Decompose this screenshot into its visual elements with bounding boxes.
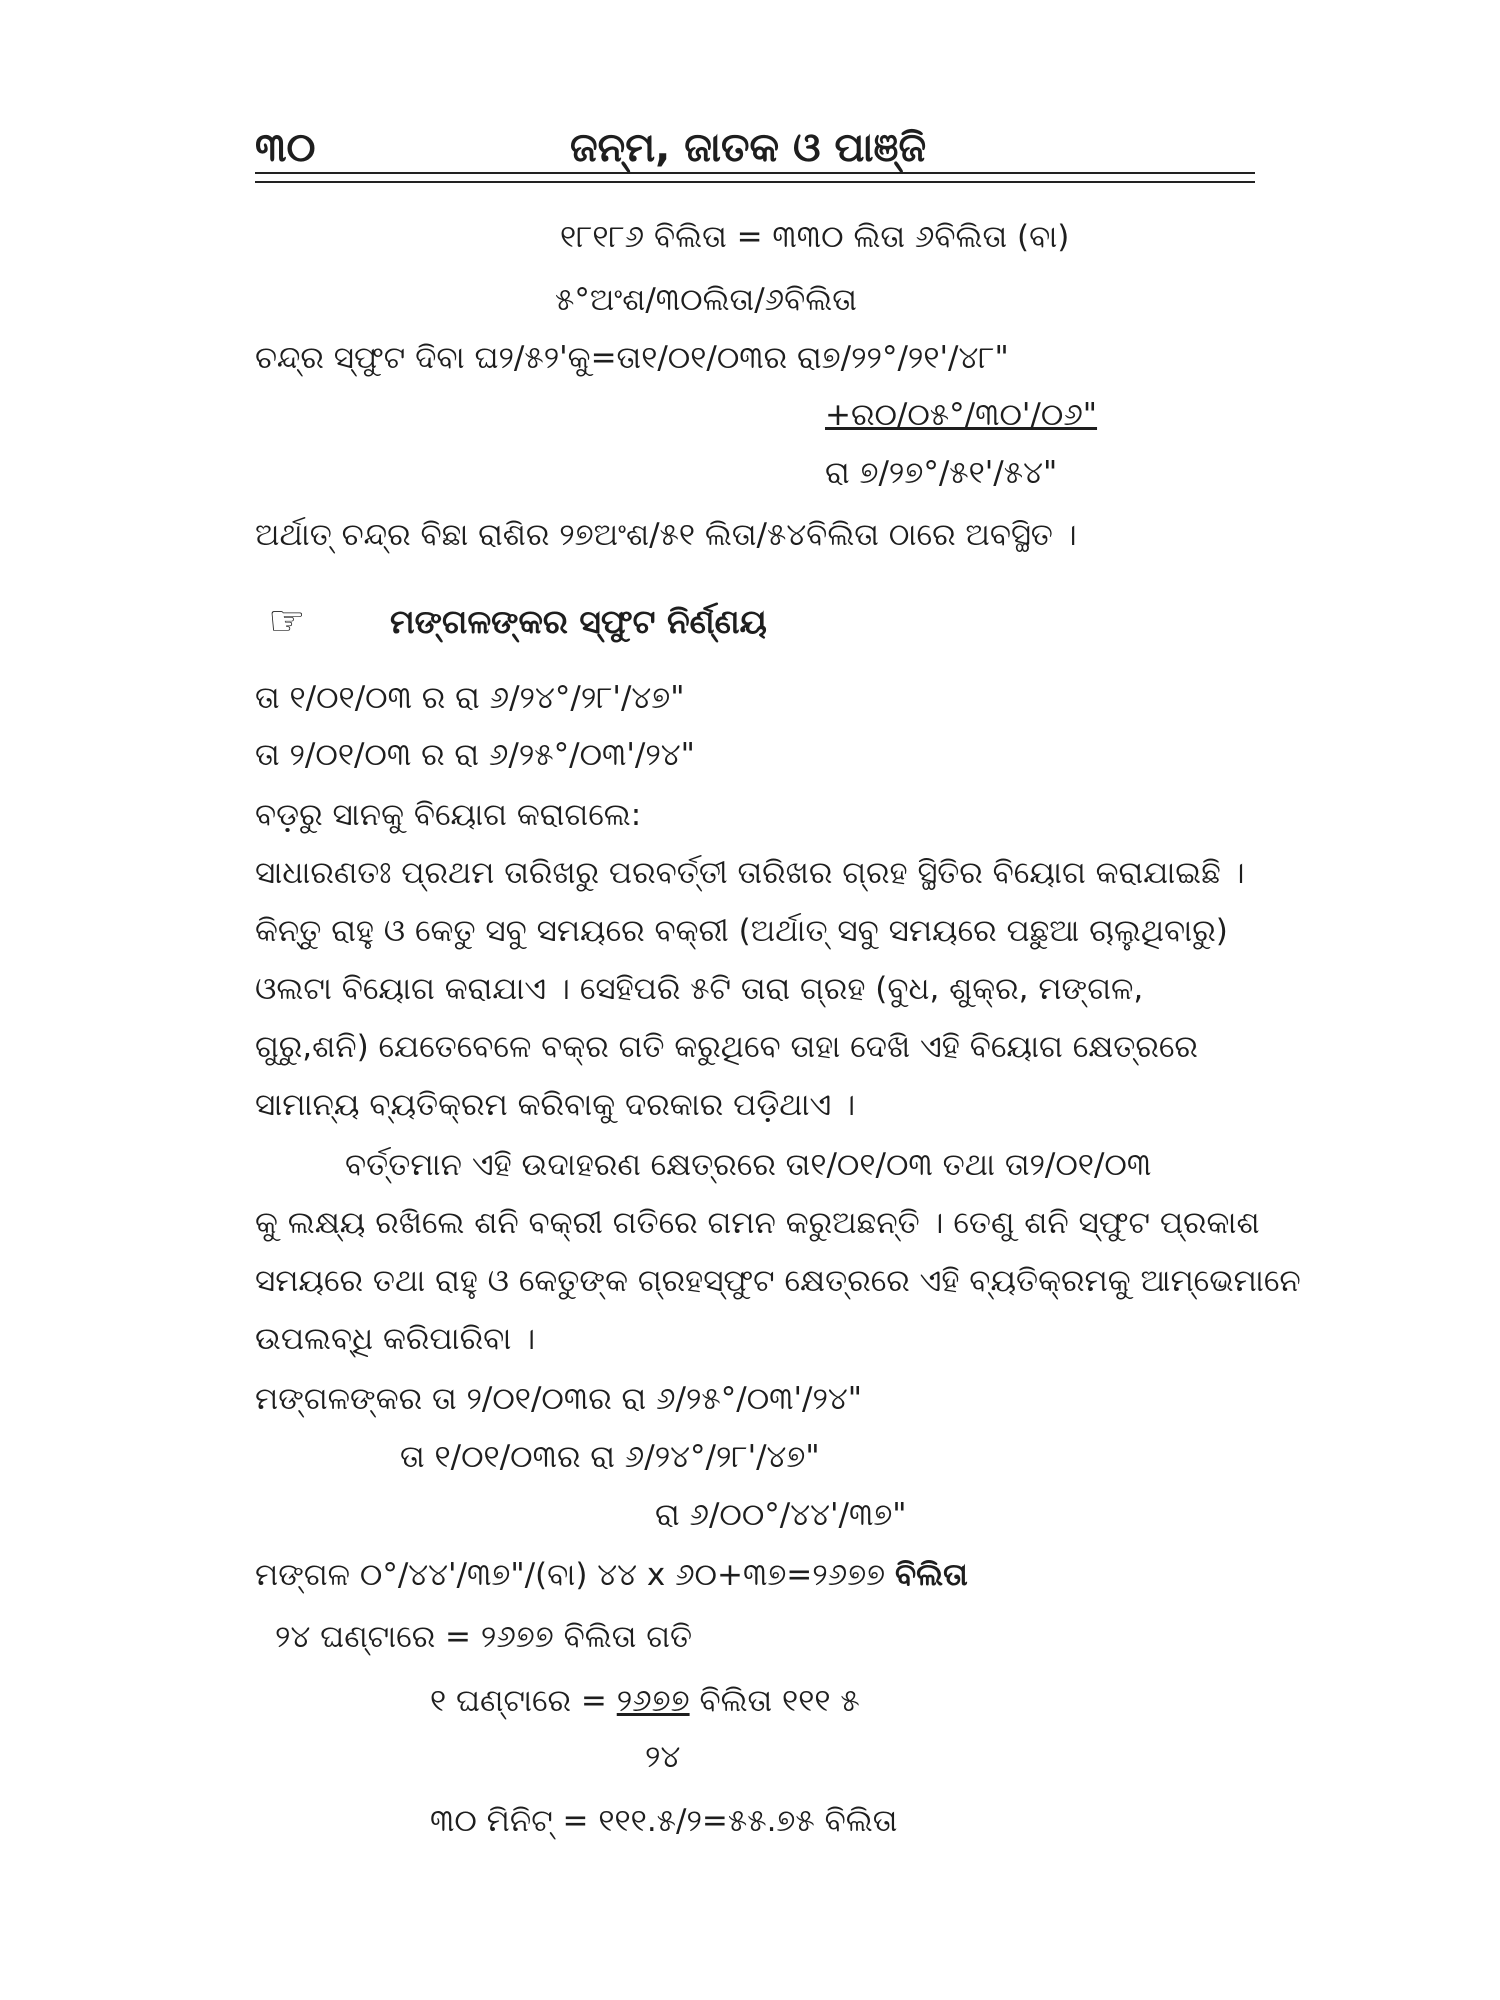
bilita-unit: ବିଲିତା [895, 1557, 968, 1593]
mars-calc-line-4 [255, 1557, 968, 1593]
para1-line-1: ସାଧାରଣତଃ ପ୍ରଥମ ତାରିଖରୁ ପରବର୍ତ୍ତୀ ତାରିଖର ଗ୍ରହ ସ୍ଥିତିର ବିୟୋଗ କରାଯାଇଛି । [255, 855, 1245, 891]
calc-line-2: ୫°ଅଂଶ/୩୦ଲିତା/୬ବିଲିତା [555, 282, 857, 318]
para2-line-2: କୁ ଲକ୍ଷ୍ୟ ରଖିଲେ ଶନି ବକ୍ରୀ ଗତିରେ ଗମନ କରୁଅଛନ୍ତି । ତେଣୁ ଶନି ସ୍ଫୁଟ ପ୍ରକାଶ [255, 1205, 1260, 1241]
calc-line-1: ୧୮୧୮୬ ବିଲିତା = ୩୩୦ ଲିତା ୬ବିଲିତା (ବା) [560, 219, 1070, 255]
para2-line-3: ସମୟରେ ତଥା ରାହୁ ଓ କେତୁଙ୍କ ଗ୍ରହସ୍ଫୁଟ କ୍ଷେତ୍ରରେ ଏହି ବ୍ୟତିକ୍ରମକୁ ଆମ୍ଭେମାନେ [255, 1263, 1301, 1299]
addition-line: +ର୦/୦୫°/୩୦'/୦୬" [825, 397, 1098, 433]
thirty-minute-line: ୩୦ ମିନିଟ୍ = ୧୧୧.୫/୨=୫୫.୭୫ ବିଲିତା [430, 1803, 898, 1839]
result-line: ରା ୭/୨୭°/୫୧'/୫୪" [825, 455, 1058, 491]
header-rule-top [255, 172, 1255, 174]
mars-calc-line-1: ମଙ୍ଗଳଙ୍କର ତା ୨/୦୧/୦୩ର ରା ୬/୨୫°/୦୩'/୨୪" [255, 1381, 863, 1417]
para1-line-3: ଓଲଟା ବିୟୋଗ କରାଯାଏ । ସେହିପରି ୫ଟି ତାରା ଗ୍ରହ (ବୁଧ, ଶୁକ୍ର, ମଙ୍ଗଳ, [255, 971, 1144, 1007]
para2-line-4: ଉପଲବ୍ଧି କରିପାରିବା । [255, 1321, 536, 1357]
pointing-hand-icon: ☞ [268, 596, 306, 645]
para1-line-5: ସାମାନ୍ୟ ବ୍ୟତିକ୍ରମ କରିବାକୁ ଦରକାର ପଡ଼ିଥାଏ । [255, 1087, 856, 1123]
subtraction-lead: ବଡ଼ରୁ ସାନକୁ ବିୟୋଗ କରାଗଲେ: [255, 797, 642, 833]
hourly-1-lead: ୧ ଘଣ୍ଟାରେ = [430, 1683, 617, 1719]
para1-line-4: ଗୁରୁ,ଶନି) ଯେତେବେଳେ ବକ୍ର ଗତି କରୁଥିବେ ତାହା ଦେଖି ଏହି ବିୟୋଗ କ୍ଷେତ୍ରରେ [255, 1029, 1198, 1065]
mars-calc-result: ରା ୬/୦୦°/୪୪'/୩୭" [655, 1497, 907, 1533]
para1-line-2: କିନ୍ତୁ ରାହୁ ଓ କେତୁ ସବୁ ସମୟରେ ବକ୍ରୀ (ଅର୍ଥାତ୍ ସବୁ ସମୟରେ ପଛୁଆ ଚାଲୁଥିବାରୁ) [255, 913, 1228, 949]
fraction-denominator: ୨୪ [645, 1739, 681, 1775]
page-title: ଜନ୍ମ, ଜାତକ ଓ ପାଞ୍ଜି [570, 125, 927, 171]
hourly-24-line: ୨୪ ଘଣ୍ଟାରେ = ୨୬୭୭ ବିଲିତା ଗତି [275, 1619, 693, 1655]
mars-motion-expression: ମଙ୍ଗଳ ୦°/୪୪'/୩୭"/(ବା) ୪୪ x ୬୦+୩୭=୨୬୭୭ [255, 1557, 886, 1593]
mars-calc-line-2: ତା ୧/୦୧/୦୩ର ରା ୬/୨୪°/୨୮'/୪୭" [400, 1439, 820, 1475]
page-number: ୩୦ [255, 125, 316, 171]
fraction-numerator: ୨୬୭୭ [616, 1683, 690, 1719]
date-line-1: ତା ୧/୦୧/୦୩ ର ରା ୬/୨୪°/୨୮'/୪୭" [255, 680, 685, 716]
meaning-line: ଅର୍ଥାତ୍ ଚନ୍ଦ୍ର ବିଛା ରାଶିର ୨୭ଅଂଶ/୫୧ ଲିତା/୫୪ବିଲିତା ଠାରେ ଅବସ୍ଥିତ । [255, 517, 1077, 553]
hourly-1-line [430, 1683, 860, 1719]
header-rule-bottom [255, 181, 1255, 183]
para2-line-1: ବର୍ତ୍ତମାନ ଏହି ଉଦାହରଣ କ୍ଷେତ୍ରରେ ତା୧/୦୧/୦୩ ତଥା ତା୨/୦୧/୦୩ [345, 1147, 1152, 1183]
chandra-sphuta-line: ଚନ୍ଦ୍ର ସ୍ଫୁଟ ଦିବା ଘ୨/୫୨'କୁ=ତା୧/୦୧/୦୩ର ରା୭/୨୨°/୨୧'/୪୮" [255, 340, 1009, 376]
date-line-2: ତା ୨/୦୧/୦୩ ର ରା ୬/୨୫°/୦୩'/୨୪" [255, 737, 695, 773]
section-heading: ମଙ୍ଗଳଙ୍କର ସ୍ଫୁଟ ନିର୍ଣ୍ଣୟ [390, 602, 767, 641]
hourly-1-tail: ବିଲିତା ୧୧୧ ୫ [689, 1683, 860, 1719]
